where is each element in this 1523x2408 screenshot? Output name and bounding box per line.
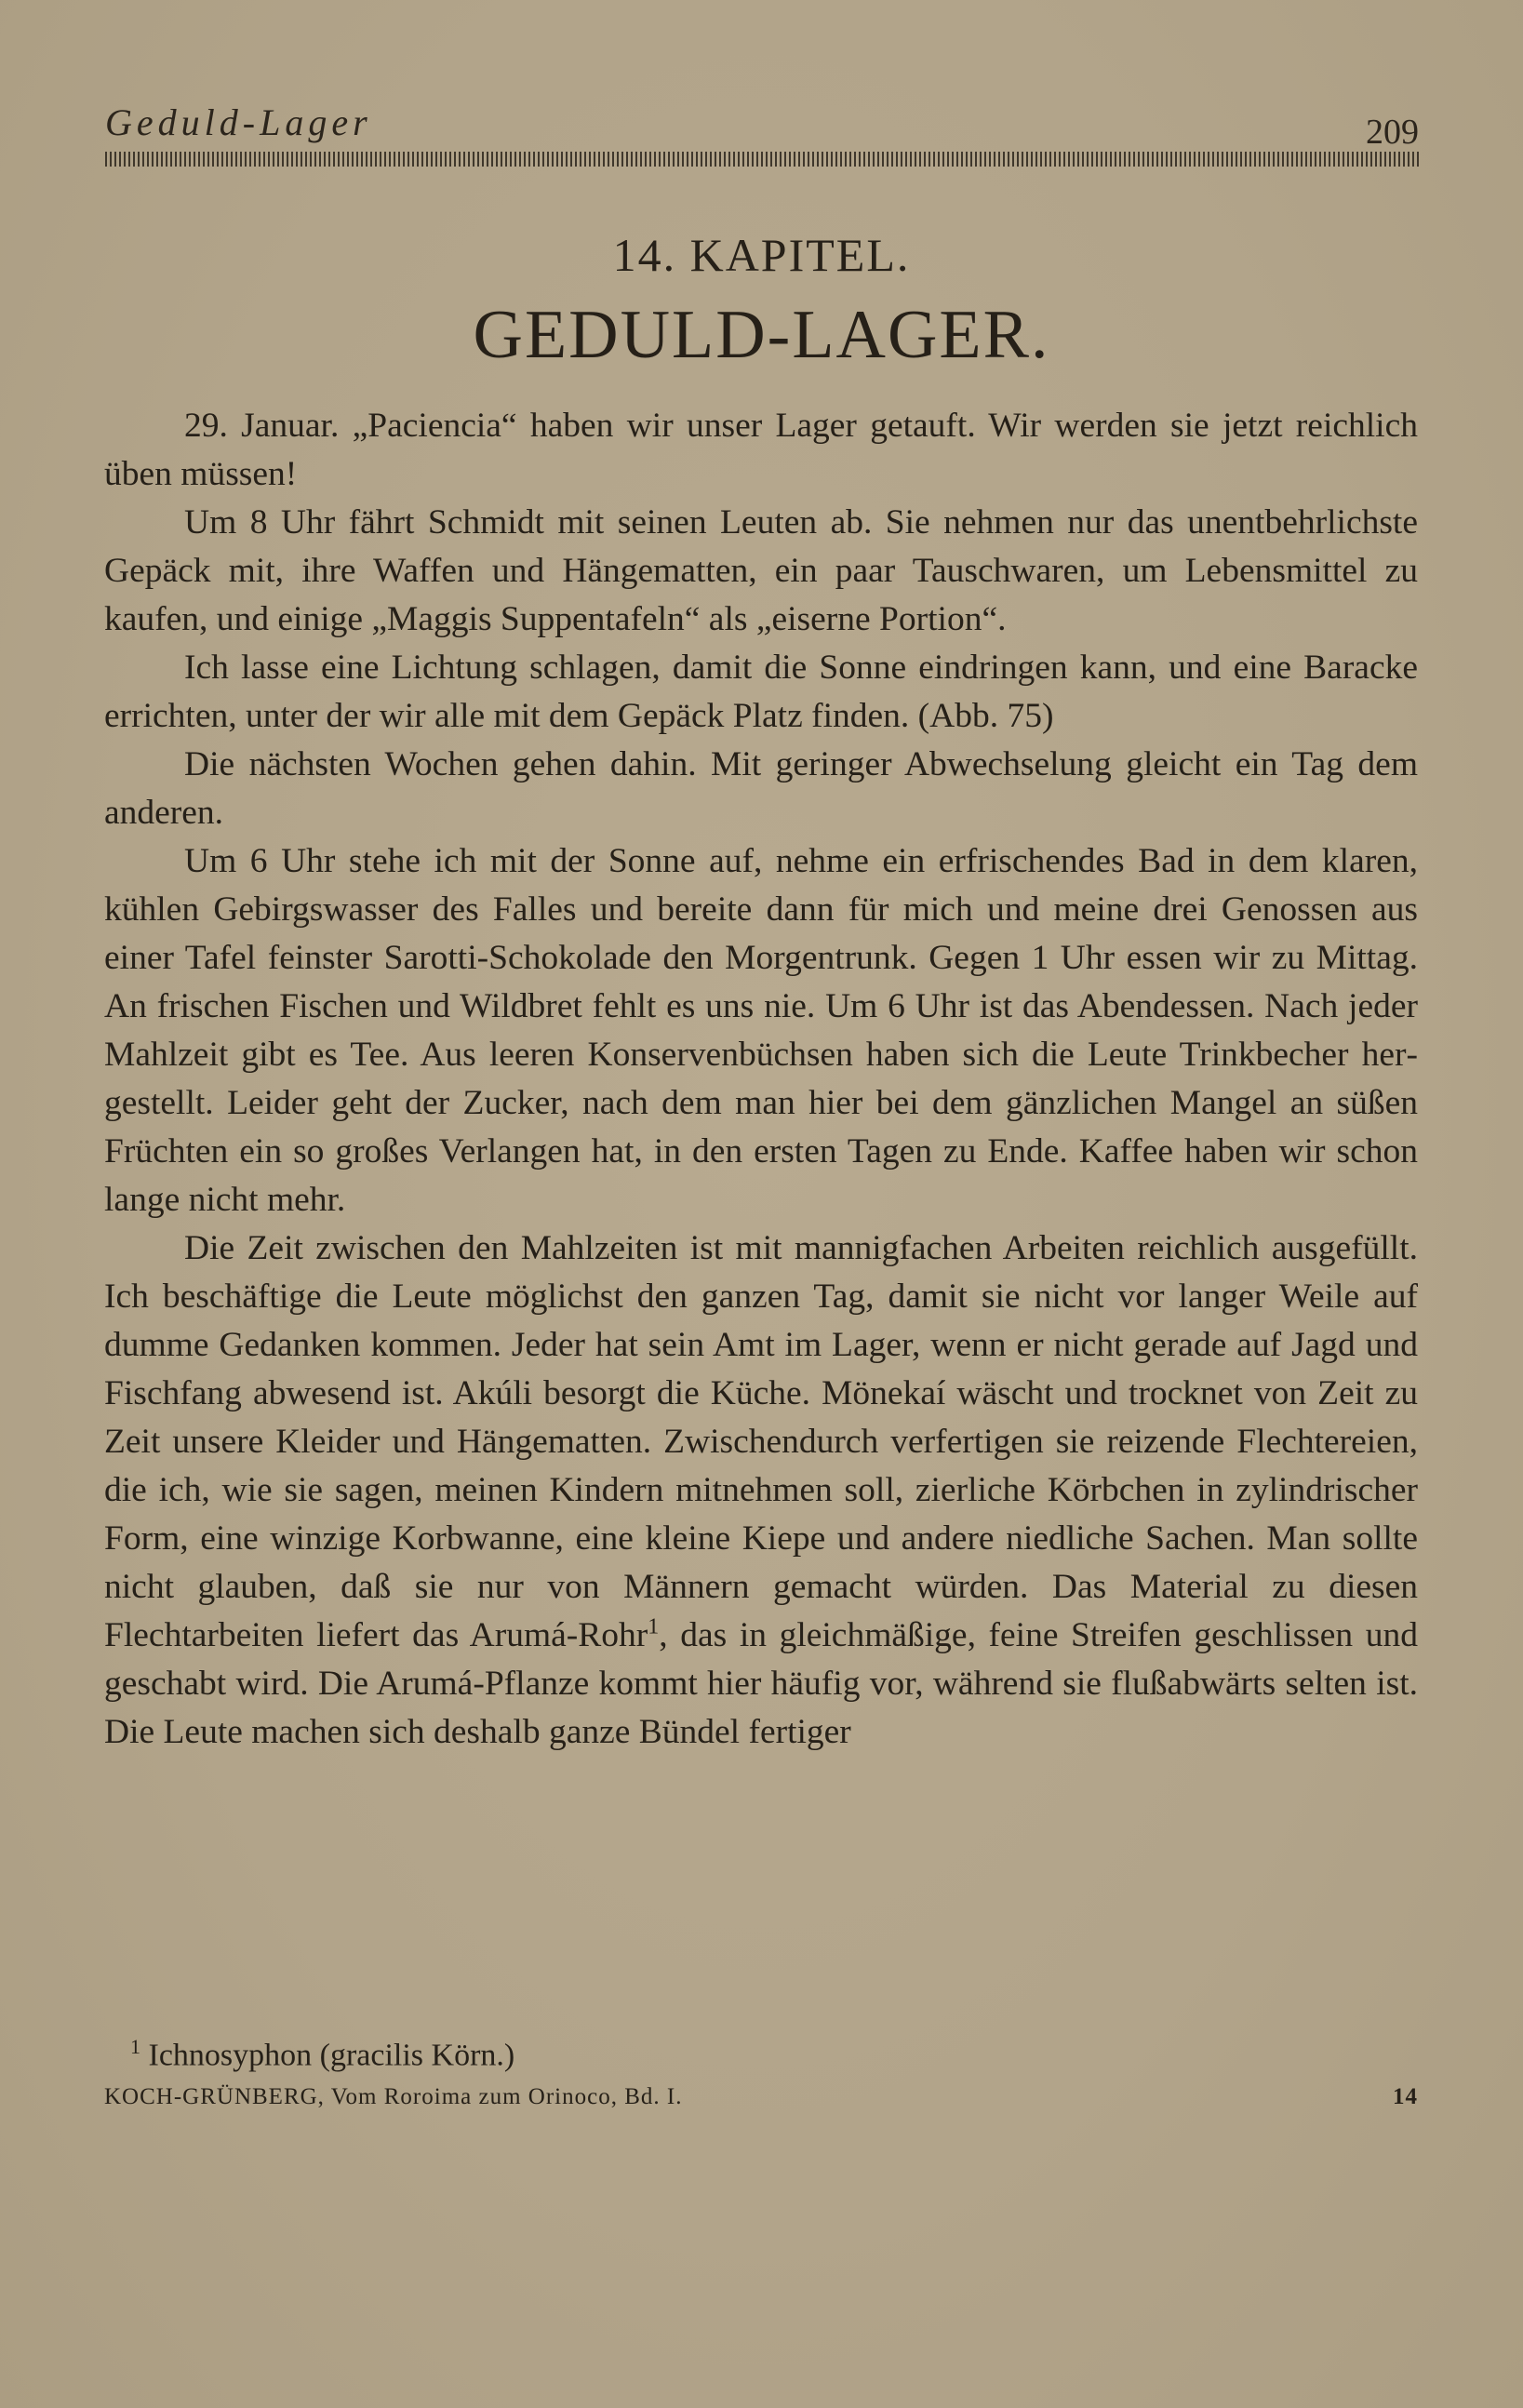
footnote-reference: 1: [648, 1614, 660, 1639]
chapter-number: 14. KAPITEL.: [612, 229, 911, 281]
footnote-text: Ichnosyphon (gracilis Körn.): [140, 2038, 515, 2073]
paragraph: Ich lasse eine Lichtung schlagen, damit die Sonne eindringen kann, und eine Baracke errichten, unter der wir alle mit dem Gepäck Platz finden. (Abb. 75): [104, 649, 1418, 735]
paragraph-text: Die Zeit zwischen den Mahlzeiten ist mit mannigfachen Arbeiten reichlich ausgefüllt. Ich beschäftige die Leute möglichst den ganzen Tag, damit sie nicht vor langer Weile auf dumme Gedanken kommen. Jeder hat sein Amt im Lager, wenn er nicht gerade auf Jagd und Fischfang abwesend ist. Akúli besorgt die Küche. Mönekaí wäscht und trocknet von Zeit zu Zeit unsere Kleider und Hängematten. Zwischendurch verfertigen sie reizende Flechtereien, die ich, wie sie sagen, meinen Kindern mitnehmen soll, zierliche Körbchen in zylindrischer Form, eine winzige Korbwanne, eine kleine Kiepe und andere niedliche Sachen. Man sollte nicht glauben, daß sie nur von Männern gemacht würden. Das Material zu diesen Flechtarbeiten liefert das Arumá-Rohr: [104, 1229, 1418, 1654]
header-rule: [105, 152, 1419, 167]
paragraph: Um 6 Uhr stehe ich mit der Sonne auf, nehme ein erfrischendes Bad in dem klaren, kühlen Gebirgswasser des Falles und bereite dann für mich und meine drei Genossen aus einer Tafel feinster Sarotti-Schokolade den Morgentrunk. Gegen 1 Uhr essen wir zu Mittag. An frischen Fischen und Wildbret fehlt es uns nie. Um 6 Uhr ist das Abendessen. Nach jeder Mahlzeit gibt es Tee. Aus leeren Konservenbüchsen haben sich die Leute Trinkbecher hergestellt. Leider geht der Zucker, nach dem man hier bei dem gänzlichen Mangel an süßen Früchten ein so großes Verlangen hat, in den ersten Tagen zu Ende. Kaffee haben wir schon lange nicht mehr.: [104, 842, 1418, 1219]
footnote: [130, 2027, 1414, 2076]
paragraph: [104, 1224, 1418, 1757]
running-head-title: Geduld-Lager: [105, 101, 372, 143]
paragraph: Um 8 Uhr fährt Schmidt mit seinen Leuten ab. Sie nehmen nur das unentbehrlichste Gepäck mit, ihre Waffen und Hängematten, ein paar Tauschwaren, um Lebensmittel zu kaufen, und einige „Maggis Suppentafeln“ als „eiserne Portion“.: [104, 503, 1418, 638]
chapter-title: GEDULD-LAGER.: [473, 297, 1050, 373]
paragraph: Die nächsten Wochen gehen dahin. Mit geringer Abwechselung gleicht ein Tag dem anderen.: [104, 745, 1418, 832]
paragraph: 29. Januar. „Paciencia“ haben wir unser Lager getauft. Wir werden sie jetzt reichlich üben müssen!: [104, 407, 1418, 493]
footnote-marker: 1: [130, 2035, 140, 2058]
signature-mark: 14: [1393, 2084, 1418, 2109]
page-number: 209: [1366, 113, 1419, 152]
imprint-text: KOCH-GRÜNBERG, Vom Roroima zum Orinoco, Bd. I.: [104, 2084, 683, 2109]
body-text: [104, 402, 1418, 1757]
paragraph-text: , das in gleichmäßige, feine Streifen geschlissen und geschabt wird. Die Arumá-Pflanze kommt hier häufig vor, während sie flußabwärts selten ist. Die Leute machen sich deshalb ganze Bündel fertiger: [104, 1616, 1418, 1751]
running-head: [105, 100, 1419, 152]
signature-line: [104, 2084, 1418, 2118]
